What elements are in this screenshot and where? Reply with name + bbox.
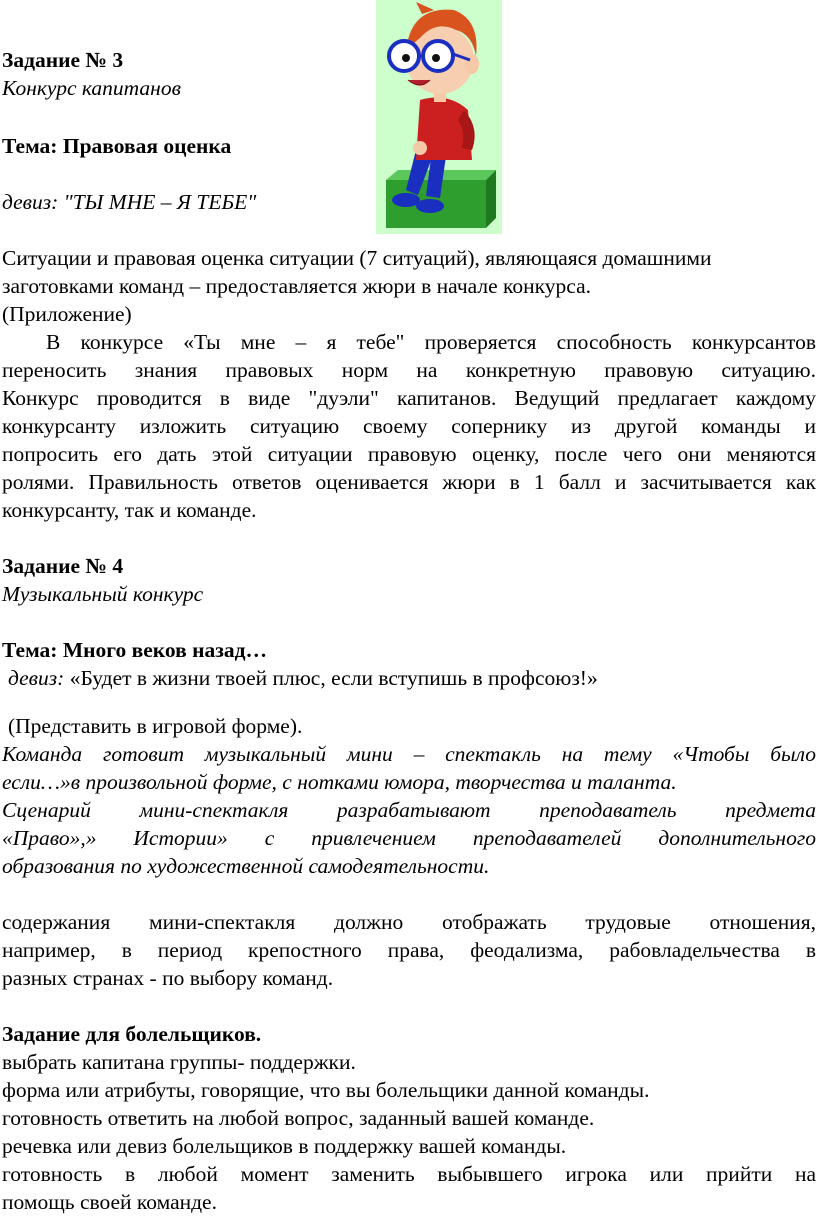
task4-content-line: например, в период крепостного права, феодализма, рабовладельчества в xyxy=(2,938,816,962)
task3-line: попросить его дать этой ситуации правовую оценку, после чего они меняются xyxy=(2,442,816,466)
fans-item: выбрать капитана группы- поддержки. xyxy=(2,1050,356,1074)
task4-content-line: разных странах - по выбору команд. xyxy=(2,966,334,990)
task3-line: В конкурсе «Ты мне – я тебе" проверяется способность конкурсантов xyxy=(46,330,816,354)
task3-line: переносить знания правовых норм на конкретную правовую ситуацию. xyxy=(2,358,816,382)
task4-italic-line: если…»в произвольной форме, с нотками юмора, творчества и таланта. xyxy=(2,770,677,794)
task4-italic-line: Сценарий мини-спектакля разрабатывают преподаватель предмета xyxy=(2,798,816,822)
fans-item: готовность ответить на любой вопрос, заданный вашей команде. xyxy=(2,1106,595,1130)
task3-line: Конкурс проводится в виде "дуэли" капитанов. Ведущий предлагает каждому xyxy=(2,386,816,410)
task4-theme: Тема: Много веков назад… xyxy=(2,638,267,662)
task4-note: (Представить в игровой форме). xyxy=(8,714,303,738)
task3-line: заготовками команд – предоставляется жюри в начале конкурса. xyxy=(2,274,591,298)
task3-line: конкурсанту, так и команде. xyxy=(2,498,257,522)
fans-item: речевка или девиз болельщиков в поддержку вашей команды. xyxy=(2,1134,567,1158)
task4-motto xyxy=(8,664,816,692)
task3-motto: девиз: "ТЫ МНЕ – Я ТЕБЕ" xyxy=(2,190,257,214)
task4-italic-line: «Право»,» Истории» с привлечением преподавателей дополнительного xyxy=(2,826,816,850)
fans-item: помощь своей команде. xyxy=(2,1190,217,1214)
task4-subtitle: Музыкальный конкурс xyxy=(2,582,204,606)
task4-content-line: содержания мини-спектакля должно отображать трудовые отношения, xyxy=(2,910,816,934)
fans-item: готовность в любой момент заменить выбывшего игрока или прийти на xyxy=(2,1162,816,1186)
task3-title: Задание № 3 xyxy=(2,48,124,72)
task4-motto-text: «Будет в жизни твоей плюс, если вступишь в профсоюз!» xyxy=(69,666,598,690)
task4-italic-line: образования по художественной самодеятельности. xyxy=(2,854,490,878)
task3-line: конкурсанту изложить ситуацию своему сопернику из другой команды и xyxy=(2,414,816,438)
fans-title: Задание для болельщиков. xyxy=(2,1022,262,1046)
task3-line: (Приложение) xyxy=(2,302,132,326)
task4-italic-line: Команда готовит музыкальный мини – спектакль на тему «Чтобы было xyxy=(2,742,816,766)
task3-subtitle: Конкурс капитанов xyxy=(2,76,181,100)
task4-title: Задание № 4 xyxy=(2,554,124,578)
fans-item: форма или атрибуты, говорящие, что вы болельщики данной команды. xyxy=(2,1078,650,1102)
task3-line: Ситуации и правовая оценка ситуации (7 ситуаций), являющаяся домашними xyxy=(2,246,712,270)
task3-theme: Тема: Правовая оценка xyxy=(2,134,232,158)
task4-motto-label: девиз: xyxy=(8,666,65,690)
task3-line: ролями. Правильность ответов оценивается жюри в 1 балл и засчитывается как xyxy=(2,470,816,494)
